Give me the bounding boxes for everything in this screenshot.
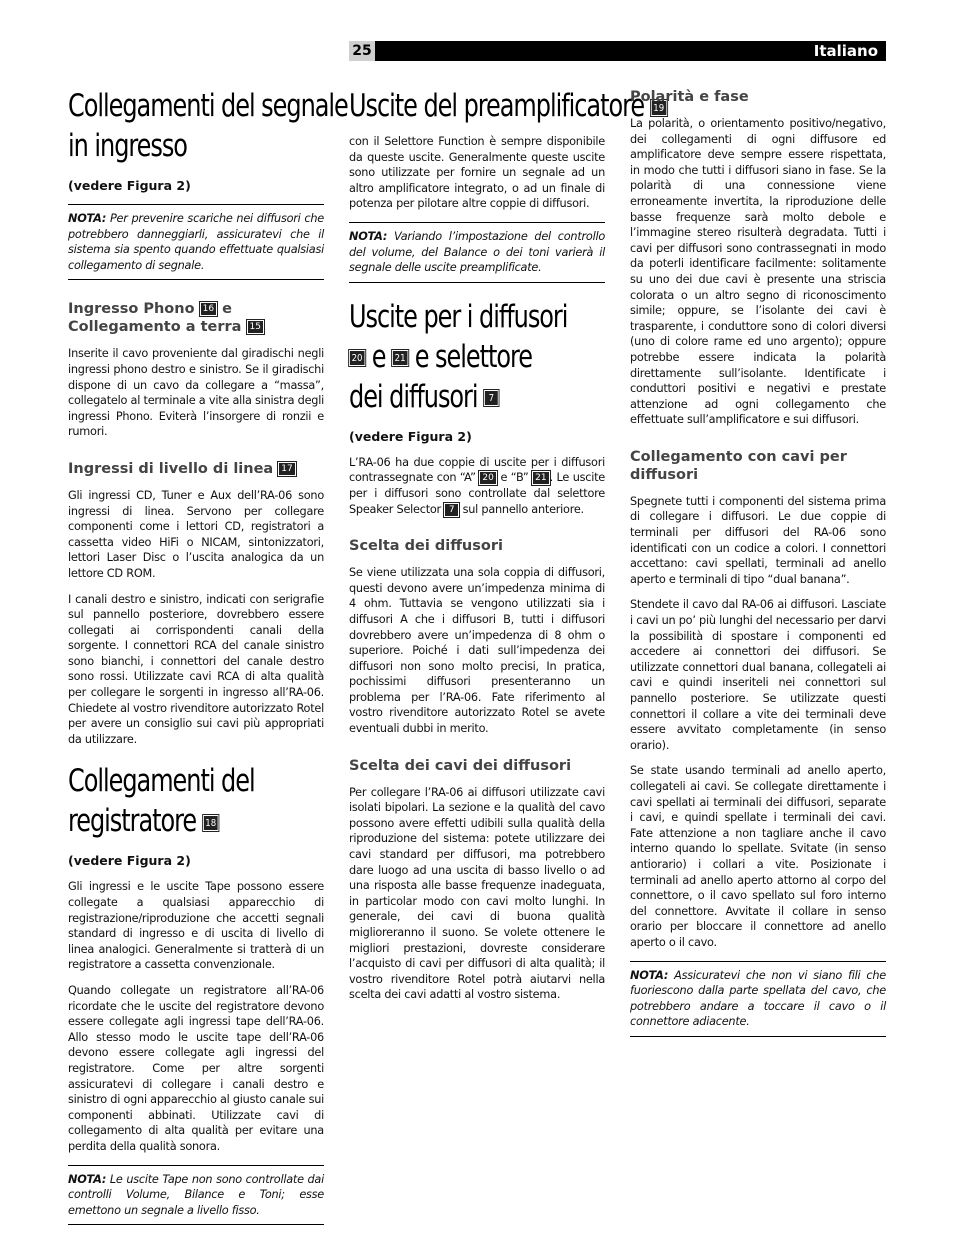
callout-21-icon: 21 (532, 471, 549, 485)
figure-reference: (vedere Figura 2) (68, 178, 191, 193)
paragraph-speaker-choice: Se viene utilizzata una sola coppia di diffusori, questi devono avere un’impedenza minima di 4 ohm. Tuttavia se vengono utilizzati sia i diffusori A che i diffusori B, tutti i diffusori dovrebbero avere un’impedenza di 8 ohm o superiore. Poiché i dati sull’impedenza dei diffusori non sono molto precisi, In pratica, pochissimi diffusori presenteranno un problema per l’RA-06. Fate riferimento al vostro rivenditore autorizzato Rotel se avete eventuali dubbi in merito. (349, 566, 605, 736)
subheading-connection: Collegamento con cavi per diffusori (630, 448, 847, 483)
section-title-preamp: Uscite del preamplificatore 19 (349, 86, 569, 126)
callout-20-icon: 20 (349, 350, 365, 366)
paragraph-recorder-2: Quando collegate un registratore all’RA-06 ricordate che le uscite del registratore devono essere collegate agli ingressi tape dell’RA-06. Allo stesso modo le uscite tape dell’RA-06 devono essere collegate agli ingressi del registratore. Come per altre sorgenti assicuratevi di collegare i canali destro e sinistro di ogni apparecchio al giusto canale sui componenti abbinati. Utilizzate cavi di collegamento di alta qualità per evitare una perdita della qualità sonora. (68, 984, 324, 1153)
callout-15-icon: 15 (247, 320, 264, 334)
paragraph-recorder-1: Gli ingressi e le uscite Tape possono essere collegate a qualsiasi apparecchio di registrazione/riproduzione che accetti segnali standard di ingresso e di uscita di livello di linea analogici. Generalmente si tratterà di un registratore a cassetta convenzionale. (68, 880, 324, 972)
note-box: NOTA: Per prevenire scariche nei diffusori che potrebbero danneggiarli, assicuratevi che il sistema sia spento quando effettuate qualsiasi collegamento di segnale. (68, 204, 324, 280)
paragraph-connection-1: Spegnete tutti i componenti del sistema prima di collegare i diffusori. Le due coppie di terminali per diffusori del RA-06 sono identificati con un codice a colori. I connettori accettano: cavi spellati, terminali ad anello aperto e terminali di tipo “dual banana”. (630, 494, 886, 586)
note-box: NOTA: Le uscite Tape non sono controllate dai controlli Volume, Bilance e Toni; esse emettono un segnale a livello fisso. (68, 1165, 324, 1226)
subheading-polarity: Polarità e fase (630, 89, 749, 105)
header-bar (349, 41, 886, 61)
paragraph-connection-2: Stendete il cavo dal RA-06 ai diffusori. Lasciate i cavi un po’ più lunghi del necessario per darvi la possibilità di spostare i componenti ed accedere ai connettori dei diffusori. Se utilizzate connettori dual banana, collegateli ai cavi e quindi inseriteli nei connettori sul pannello posteriore. Se utilizzate questi connettori il collare a vite dei terminali deve essere avvitato completamente (in senso orario). (630, 598, 886, 752)
column-1 (68, 86, 348, 1239)
figure-reference: (vedere Figura 2) (349, 428, 472, 444)
callout-19-icon: 19 (651, 100, 667, 116)
paragraph-phono: Inserite il cavo proveniente dal giradischi negli ingressi phono destro e sinistro. Se il giradischi dispone di un cavo da collegare a “massa”, collegatelo al terminale a vite alla sinistra degli ingressi Phono. Eviterà l’insorgere di ronzii e rumori. (68, 347, 324, 439)
subheading-phono: Ingresso Phono 16 e Collegamento a terra 15 (68, 300, 324, 336)
callout-7-icon: 7 (444, 503, 459, 517)
callout-16-icon: 16 (200, 302, 217, 316)
subheading-cable-choice: Scelta dei cavi dei diffusori (349, 757, 572, 774)
section-title-recorder: Collegamenti del registratore 18 (68, 763, 255, 840)
callout-21-icon: 21 (392, 350, 408, 366)
page-number: 25 (349, 41, 375, 61)
paragraph-speaker-outputs: L’RA-06 ha due coppie di uscite per i diffusori contrassegnate con “A” 20 e “B” 21 . Le uscite per i diffusori sono controllate dal selettore Speaker Selector 7 sul pannello anteriore. (349, 455, 605, 516)
callout-18-icon: 18 (203, 815, 219, 831)
subheading-line-inputs: Ingressi di livello di linea 17 (68, 460, 324, 478)
paragraph-line-2: I canali destro e sinistro, indicati con serigrafie sul pannello posteriore, dovrebbero essere collegati ai corrispondenti canali della sorgente. I connettori RCA del canale sinistro sono bianchi, i connettori del canale destro sono rossi. Utilizzate cavi RCA di alta qualità per collegare le sorgenti in ingresso all’RA-06. Chiedete al vostro rivenditore autorizzato Rotel per avere un consiglio sui cavi più appropriati da utilizzare. (68, 592, 324, 746)
figure-reference: (vedere Figura 2) (68, 853, 191, 869)
column-2 (349, 86, 665, 1013)
paragraph-cable-choice: Per collegare l’RA-06 ai diffusori utilizzate cavi isolati bipolari. La sezione e la qualità del cavo possono avere effetti udibili sulla qualità della riproduzione del sistema: potete utilizzare dei cavi standard per diffusori, ma potrebbero dare luogo ad una uscita di basso livello o ad una risposta alle basse frequenze inadeguata, in particolar modo con cavi molto lunghi. In generale, dei cavi di buona qualità miglioreranno il suono. Se volete ottenere le migliori prestazioni, dovreste considerare l’acquisto di cavi per diffusori di alta qualità; il vostro rivenditore Rotel potrà aiutarvi nella scelta dei cavi adatti al vostro sistema. (349, 785, 605, 1002)
section-title-speakers: Uscite per i diffusori 20 e 21 e selettore dei diffusori 7 (349, 298, 568, 415)
note-box: NOTA: Variando l’impostazione del controllo del volume, del Balance o dei toni varierà il segnale delle uscite preamplificate. (349, 222, 605, 283)
note-box: NOTA: Assicuratevi che non vi siano fili che fuoriescono dalla parte spellata del cavo, che potrebbero andare a toccare il cavo o il connettore adiacente. (630, 961, 886, 1037)
callout-17-icon: 17 (278, 462, 295, 476)
column-3 (630, 86, 886, 1051)
section-title-input: Collegamenti del segnale in ingresso (68, 88, 348, 164)
paragraph-connection-3: Se state usando terminali ad anello aperto, collegateli ai cavi. Se collegate direttamente i cavi spellati ai terminali dei diffusori, separate i cavi, e quindi spellate i terminali dei cavi. Fate attenzione a non tagliare anche il cavo interno quando lo spellate. Svitate (in senso antiorario) i collari a vite. Posizionate i terminali ad anello aperto attorno al corpo del connettore, o il cavo spellato sul foro interno del connettore. Avvitate il collare in senso orario per bloccare il connettore ad anello aperto o il cavo. (630, 764, 886, 949)
language-label: Italiano (813, 42, 878, 60)
paragraph-line-1: Gli ingressi CD, Tuner e Aux dell’RA-06 sono ingressi di linea. Servono per collegare componenti come i lettori CD, registratori a cassetta video HiFi o NICAM, sintonizzatori, lettori Laser Disc o l’uscita analogica da un lettore CD ROM. (68, 488, 324, 580)
subheading-speaker-choice: Scelta dei diffusori (349, 538, 503, 555)
callout-20-icon: 20 (479, 471, 496, 485)
paragraph-preamp: con il Selettore Function è sempre disponibile da queste uscite. Generalmente queste uscite sono utilizzate per fornire un segnale ad un altro amplificatore integrato, o ad un finale di potenza per pilotare altre coppie di diffusori. (349, 135, 605, 211)
paragraph-polarity: La polarità, o orientamento positivo/negativo, dei collegamenti di ogni diffusore ed amplificatore deve sempre essere rispettata, in modo che tutti i diffusori siano in fase. Se la polarità di una connessione viene erroneamente invertita, la riproduzione delle basse frequenze sarà molto debole e l’immagine stereo risulterà degradata. Tutti i cavi per diffusori sono contrassegnati in modo da poterli identificare facilmente: solitamente su uno dei due cavi è presente una striscia colorata o un altro segno di riconoscimento simile; oppure, se l’isolante dei cavi è trasparente, i conduttore sono di colori diversi (uno di colore rame ed uno argento); oppure potrebbe essere indicata la polarità direttamente sull’isolante. Identificate i conduttori positivi e negativi e prestate attenzione ad ogni collegamento che effettuate sull’amplificatore e sui diffusori. (630, 117, 886, 427)
callout-7-icon: 7 (484, 390, 499, 406)
